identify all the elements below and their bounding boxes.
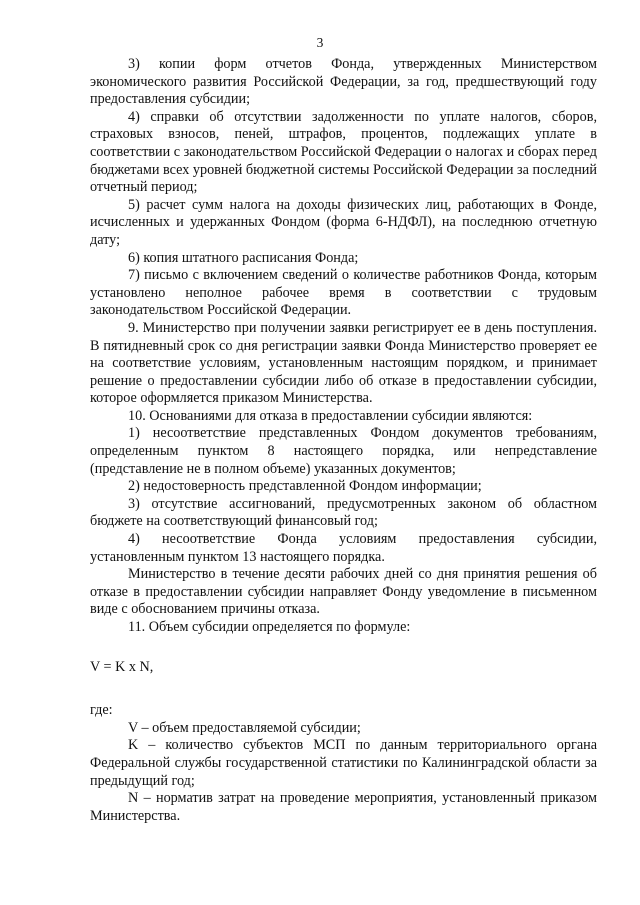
subsidy-formula: V = K x N,: [90, 658, 154, 675]
paragraph-refusal-4: 4) несоответствие Фонда условиям предоставления субсидии, установленным пунктом 13 настоящего порядка.: [90, 531, 597, 565]
paragraph-item-7: 7) письмо с включением сведений о количестве работников Фонда, которым установлено неполное рабочее время в соответствии с трудовым законодательством Российской Федерации.: [90, 267, 597, 319]
page-number: 3: [316, 35, 324, 50]
paragraph-item-5: 5) расчет сумм налога на доходы физических лиц, работающих в Фонде, исчисленных и удержанных Фондом (форма 6-НДФЛ), на последнюю отчетную дату;: [90, 196, 597, 248]
paragraph-item-6: 6) копия штатного расписания Фонда;: [128, 249, 359, 266]
paragraph-clause-11: 11. Объем субсидии определяется по формуле:: [128, 619, 411, 635]
paragraph-clause-10: 10. Основаниями для отказа в предоставлении субсидии являются:: [128, 407, 533, 424]
paragraph-item-4: 4) справки об отсутствии задолженности по уплате налогов, сборов, страховых взносов, пеней, штрафов, процентов, подлежащих уплате в соответствии с законодательством Российской Федерации о налогах и сборах перед бюджетами всех уровней бюджетной системы Российской Федерации за последний отчетный период;: [90, 108, 597, 196]
where-label: где:: [90, 702, 113, 719]
paragraph-refusal-3: 3) отсутствие ассигнований, предусмотренных законом об областном бюджете на соответствующий финансовый год;: [90, 495, 597, 530]
paragraph-refusal-2: 2) недостоверность представленной Фондом информации;: [128, 478, 482, 495]
definition-n: N – норматив затрат на проведение мероприятия, установленный приказом Министерства.: [90, 790, 597, 824]
definition-k: K – количество субъектов МСП по данным территориального органа Федеральной службы государственной статистики по Калининградской области за предыдущий год;: [90, 737, 597, 789]
document-body: [90, 56, 597, 825]
paragraph-clause-9: 9. Министерство при получении заявки регистрирует ее в день поступления. В пятидневный срок со дня регистрации заявки Фонда Министерство проверяет ее на соответствие условиям, установленным настоящим порядком, и принимает решение о предоставлении субсидии либо об отказе в предоставлении субсидии, которое оформляется приказом Министерства.: [90, 319, 597, 407]
paragraph-refusal-1: 1) несоответствие представленных Фондом документов требованиям, определенным пунктом 8 настоящего порядка, или непредставление (представление не в полном объеме) указанных документов;: [90, 425, 597, 477]
paragraph-notification: Министерство в течение десяти рабочих дней со дня принятия решения об отказе в предоставлении субсидии направляет Фонду уведомление в письменном виде с обоснованием причины отказа.: [90, 566, 597, 618]
definition-v: V – объем предоставляемой субсидии;: [128, 719, 361, 736]
paragraph-item-3: 3) копии форм отчетов Фонда, утвержденных Министерством экономического развития Российской Федерации, за год, предшествующий году предоставления субсидии;: [90, 56, 597, 108]
